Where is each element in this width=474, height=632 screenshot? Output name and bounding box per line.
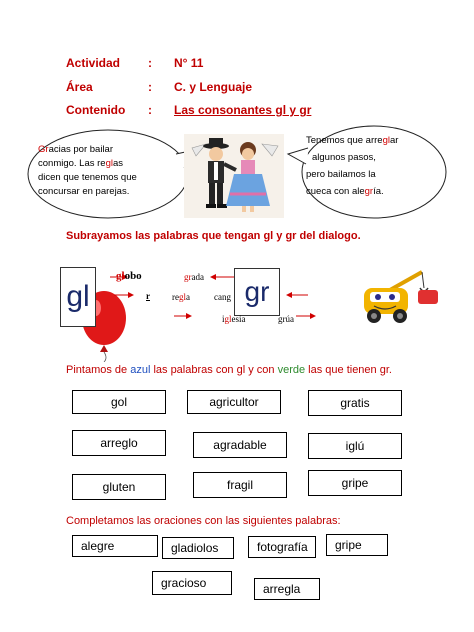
word-box-gratis[interactable]: gratis <box>308 390 402 416</box>
word-box-arreglo[interactable]: arreglo <box>72 430 166 456</box>
bubble-left-text: Gracias por bailar conmigo. Las reglas dicen que tenemos que concursar en parejas. <box>38 144 137 197</box>
word-grua: grúa <box>278 314 294 324</box>
word2-box-gracioso[interactable]: gracioso <box>152 571 232 595</box>
gl-label-box: gl <box>60 267 96 327</box>
label-contenido: Contenido <box>66 103 126 117</box>
instruction-completamos: Completamos las oraciones con las siguientes palabras: <box>66 515 341 527</box>
word-box-fragil[interactable]: fragil <box>193 472 287 498</box>
word-box-gripe[interactable]: gripe <box>308 470 402 496</box>
word2-box-alegre[interactable]: alegre <box>72 535 158 557</box>
word2-box-gripe[interactable]: gripe <box>326 534 388 556</box>
value-area: C. y Lenguaje <box>174 80 253 94</box>
word-box-iglu[interactable]: iglú <box>308 433 402 459</box>
value-actividad: N° 11 <box>174 56 204 70</box>
word-globo: globo <box>116 270 142 282</box>
label-actividad: Actividad <box>66 56 121 70</box>
bubble-right-text: Tenemos que arreglar algunos pasos, pero bailamos la cueca con alegría. <box>306 135 399 197</box>
word-cang: cang <box>214 292 231 302</box>
instruction-pintamos: Pintamos de azul las palabras con gl y con verde las que tienen gr. <box>66 364 392 376</box>
word-r: r <box>146 291 150 301</box>
word2-box-arregla[interactable]: arregla <box>254 578 320 600</box>
word2-box-gladiolos[interactable]: gladiolos <box>162 537 234 559</box>
word-regla: regla <box>172 292 191 302</box>
sep-contenido: : <box>148 103 152 117</box>
instruction-subrayamos: Subrayamos las palabras que tengan gl y gr del dialogo. <box>66 230 361 242</box>
word-box-agradable[interactable]: agradable <box>193 432 287 458</box>
value-contenido: Las consonantes gl y gr <box>174 103 312 117</box>
sep-area: : <box>148 80 152 94</box>
word-box-agricultor[interactable]: agricultor <box>187 390 281 414</box>
gr-label-box: gr <box>234 268 280 316</box>
dancing-couple-illustration <box>184 134 284 218</box>
word-iglesia: iglesia <box>222 314 246 324</box>
word-box-gol[interactable]: gol <box>72 390 166 414</box>
word2-box-fotografia[interactable]: fotografía <box>248 536 316 558</box>
word-grada: grada <box>184 272 204 282</box>
tow-truck-illustration <box>360 268 440 328</box>
sep-actividad: : <box>148 56 152 70</box>
word-box-gluten[interactable]: gluten <box>72 474 166 500</box>
label-area: Área <box>66 80 93 94</box>
